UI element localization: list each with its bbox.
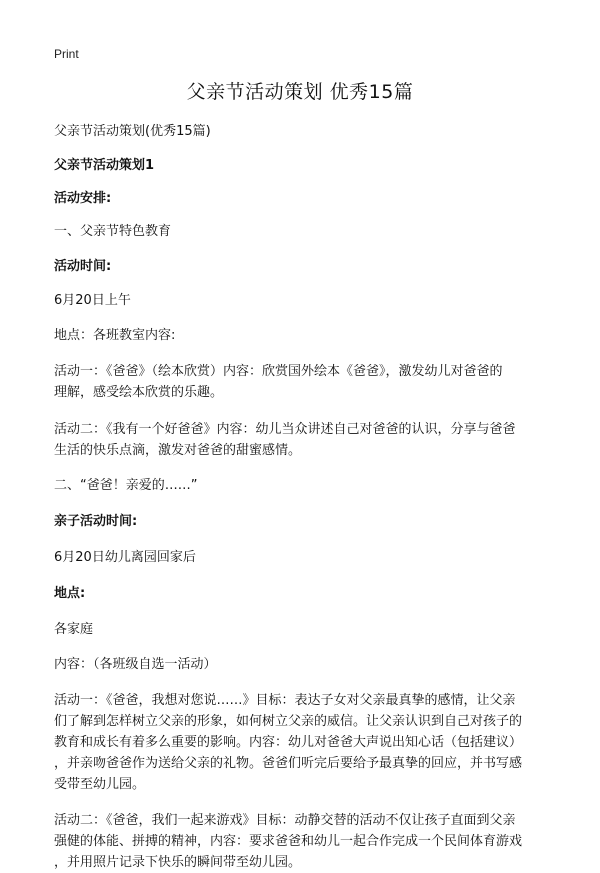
location-value: 各家庭 (54, 622, 94, 637)
arrangement-heading: 活动安排: (54, 191, 112, 206)
parent-activity-one-line: 受带至幼儿园。 (54, 777, 146, 792)
parent-activity-one-paragraph (54, 690, 554, 795)
document-title: 父亲节活动策划 优秀15篇 (186, 81, 414, 103)
parent-activity-one-line: ，并亲吻爸爸作为送给父亲的礼物。爸爸们听完后要给予最真挚的回应，并书写感 (54, 756, 523, 771)
activity-one-line: 活动一：《爸爸》（绘本欣赏）内容：欣赏国外绘本《爸爸》，激发幼儿对爸爸的 (54, 364, 503, 379)
location-heading: 地点: (54, 586, 86, 601)
location-content-line: 地点：各班教室内容: (54, 328, 176, 343)
activity-two-line: 生活的快乐点滴，激发对爸爸的甜蜜感情。 (54, 443, 302, 458)
activity-one-paragraph (54, 361, 554, 403)
parent-activity-two-line: ，并用照片记录下快乐的瞬间带至幼儿园。 (54, 855, 302, 870)
parent-activity-two-line: 活动二：《爸爸，我们一起来游戏》目标：动静交替的活动不仅让孩子直面到父亲 (54, 813, 516, 828)
time-heading: 活动时间: (54, 259, 112, 274)
parent-activity-two-paragraph (54, 810, 554, 873)
activity-two-line: 活动二：《我有一个好爸爸》内容：幼儿当众讲述自己对爸爸的认识，分享与爸爸 (54, 422, 516, 437)
activity-two-paragraph (54, 419, 554, 461)
document-body (54, 121, 554, 873)
item-dear-dad: 二、“爸爸！亲爱的……” (54, 478, 198, 493)
parent-activity-one-line: 教育和成长有着多么重要的影响。内容：幼儿对爸爸大声说出知心话（包括建议） (54, 735, 523, 750)
time-value: 6月20日上午 (54, 293, 131, 308)
parent-activity-one-line: 们了解到怎样树立父亲的形象，如何树立父亲的威信。让父亲认识到自己对孩子的 (54, 714, 523, 729)
parent-activity-two-line: 强健的体能、拼搏的精神，内容：要求爸爸和幼儿一起合作完成一个民间体育游戏 (54, 834, 523, 849)
content-line: 内容：（各班级自选一活动） (54, 657, 217, 672)
print-label: Print (54, 47, 79, 61)
parent-time-value: 6月20日幼儿离园回家后 (54, 550, 196, 565)
parent-time-heading: 亲子活动时间: (54, 514, 138, 529)
parent-activity-one-line: 活动一：《爸爸，我想对您说……》目标：表达子女对父亲最真挚的感情，让父亲 (54, 693, 516, 708)
activity-one-line: 理解，感受绘本欣赏的乐趣。 (54, 385, 224, 400)
item-special-education: 一、父亲节特色教育 (54, 224, 172, 239)
document-subtitle: 父亲节活动策划(优秀15篇) (54, 124, 211, 139)
plan-heading: 父亲节活动策划1 (54, 158, 155, 173)
